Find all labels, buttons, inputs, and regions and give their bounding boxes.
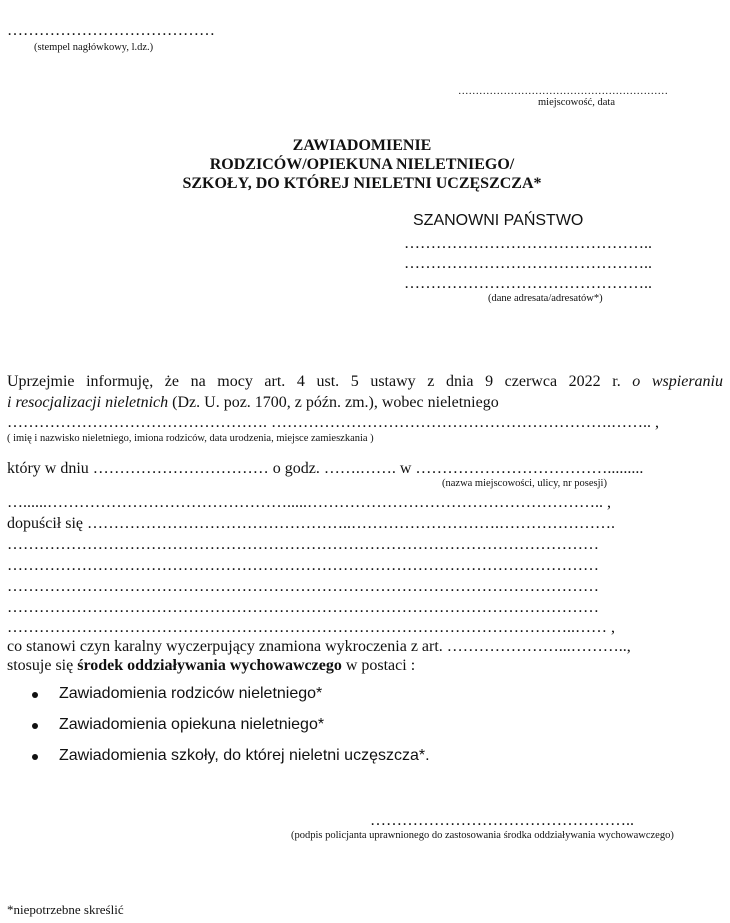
paragraph-line-2-italic: i resocjalizacji nieletnich [7,394,169,411]
bullet-icon [32,723,38,729]
title-line-1: ZAWIADOMIENIE [292,137,432,154]
addressee-label: (dane adresata/adresatów*) [488,293,603,304]
description-dots-2: ………………………………………………………………………………………………… [7,557,599,574]
signature-label: (podpis policjanta uprawnionego do zastosowania środka oddziaływania wychowawczego) [291,830,674,841]
measure-start: stosuje się [7,657,74,674]
paragraph-line-2 [7,394,499,412]
footnote: *niepotrzebne skreślić [7,902,124,917]
description-dots-3: ………………………………………………………………………………………………… [7,578,599,595]
measure-end: w postaci : [345,657,416,674]
measure-bold: środek oddziaływania wychowawczego [77,657,342,674]
paragraph-line-1 [7,373,723,391]
salutation: SZANOWNI PAŃSTWO [413,212,584,229]
bullet-icon [32,754,38,760]
offense-line: co stanowi czyn karalny wyczerpujący znamiona wykroczenia z art. …………………...……….., [7,638,631,655]
minor-data-dots: …………………………………………. ……………………………………………………….…….. , [7,414,659,431]
stamp-dots: ………………………………… [7,22,215,39]
addressee-line-3: ……………………………………….. [404,275,652,292]
stamp-label: (stempel nagłówkowy, l.dz.) [34,42,154,53]
place-dots: …......……………………………………….....……………………………………………….. , [7,494,611,511]
minor-data-label: ( imię i nazwisko nieletniego, imiona rodziców, data urodzenia, miejsce zamieszkania ) [7,433,374,444]
option-text: Zawiadomienia szkoły, do której nieletni uczęszcza*. [59,747,430,764]
option-text: Zawiadomienia opiekuna nieletniego* [59,716,325,733]
description-dots-4: ………………………………………………………………………………………………… [7,599,599,616]
title-line-2: RODZICÓW/OPIEKUNA NIELETNIEGO/ [209,156,515,173]
bullet-icon [32,692,38,698]
description-dots-1: ………………………………………………………………………………………………… [7,536,599,553]
date-time-line: który w dniu …………………………… o godz. …….……. w ………………………………......... [7,460,644,477]
place-date-dots: …………………………………………………… [458,86,668,97]
place-date-label: miejscowość, data [538,97,615,108]
option-text: Zawiadomienia rodziców nieletniego* [59,685,323,702]
addressee-line-1: ……………………………………….. [404,235,652,252]
paragraph-line-2-text: (Dz. U. poz. 1700, z późn. zm.), wobec nieletniego [172,394,499,411]
signature-dots: ………………………………………….. [370,812,634,829]
paragraph-line-1-text: Uprzejmie informuję, że na mocy art. 4 ust. 5 ustawy z dnia 9 czerwca 2022 r. [7,373,621,390]
measure-line [7,657,415,675]
committed-line: dopuścił się …………………………………………..……………………….…………………. [7,515,615,532]
title-line-3: SZKOŁY, DO KTÓREJ NIELETNI UCZĘSZCZA* [182,175,542,192]
paragraph-line-1-italic: o wspieraniu [632,373,724,390]
place-label: (nazwa miejscowości, ulicy, nr posesji) [442,478,607,489]
addressee-line-2: ……………………………………….. [404,255,652,272]
description-dots-5: ……………………………………………………………………………………………..…… , [7,619,615,636]
